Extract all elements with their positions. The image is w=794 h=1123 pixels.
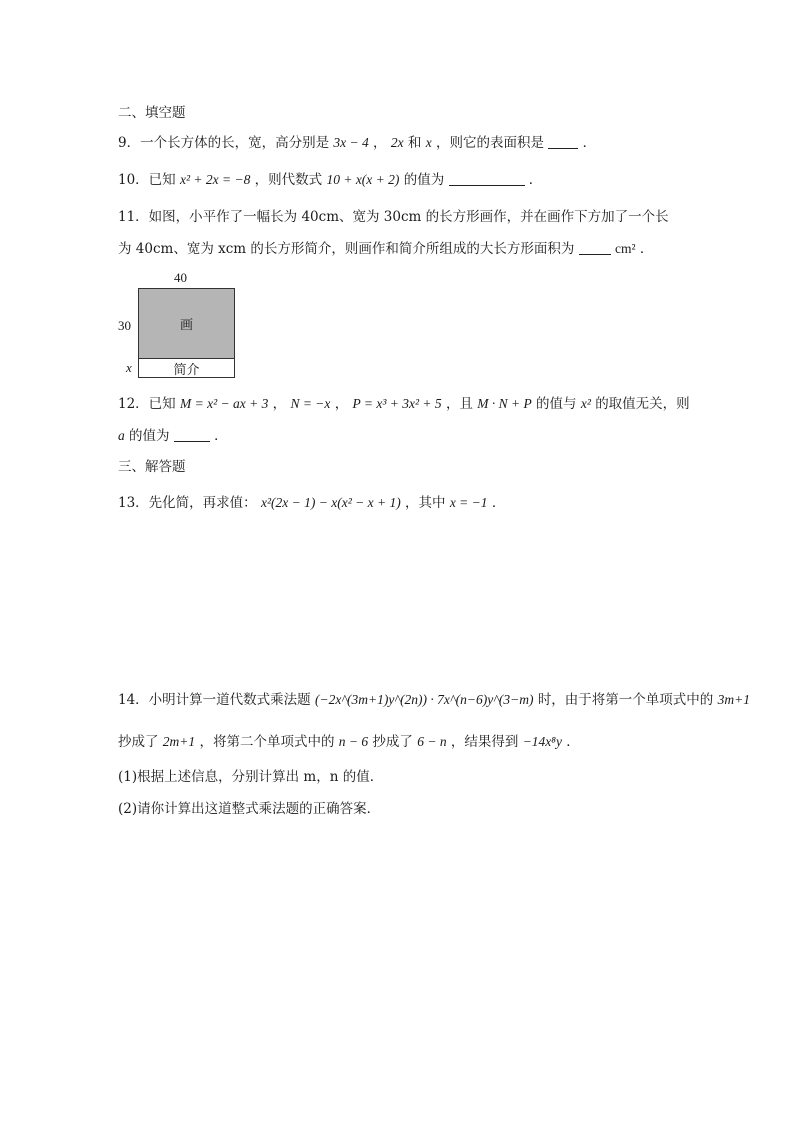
q9-length: 3x − 4 — [333, 135, 369, 150]
question-10: 10．已知 x² + 2x = −8 ，则代数式 10 + x(x + 2) 的值为 ． — [118, 172, 543, 188]
diagram-x-label: x — [126, 360, 132, 375]
painting-rectangle: 画 — [138, 288, 235, 359]
question-14-part2: (2)请你计算出这道整式乘法题的正确答案． — [118, 801, 381, 817]
q14-term-n6: n − 6 — [338, 734, 369, 749]
intro-rectangle: 简介 — [138, 359, 235, 378]
q11-unit: cm² — [614, 241, 636, 256]
answer-blank-q12[interactable] — [174, 427, 210, 442]
answer-blank-q11[interactable] — [579, 240, 611, 255]
q13-condition: x = −1 — [449, 495, 488, 510]
question-14-line2: 抄成了 2m+1 ，将第二个单项式中的 n − 6 抄成了 6 − n ，结果得到 −14x⁸y ． — [118, 734, 580, 750]
q12-expression: M · N + P — [477, 396, 532, 411]
diagram-width-label: 40 — [174, 270, 187, 285]
q14-expression: (−2x^(3m+1)y^(2n)) · 7x^(n−6)y^(3−m) — [314, 692, 534, 707]
q9-width: 2x — [390, 135, 404, 150]
q14-result: −14x⁸y — [522, 734, 562, 749]
q12-a: a — [118, 428, 125, 443]
q14-term-2m1: 2m+1 — [162, 734, 196, 749]
question-14-part1: (1)根据上述信息，分别计算出 m，n 的值． — [118, 769, 384, 785]
question-11-line2: 为 40cm、宽为 xcm 的长方形简介，则画作和简介所组成的大长方形面积为 cm² ． — [118, 241, 654, 257]
q14-term-6n: 6 − n — [417, 734, 447, 749]
q12-P: P = x³ + 3x² + 5 — [352, 396, 442, 411]
diagram-height-label: 30 — [118, 318, 131, 333]
q12-x-squared: x² — [580, 396, 591, 411]
q10-equation: x² + 2x = −8 — [179, 172, 251, 187]
q9-height: x — [425, 135, 432, 150]
section-solve-title: 三、解答题 — [118, 459, 186, 475]
q14-term-3m1: 3m+1 — [717, 692, 750, 707]
q13-expression: x²(2x − 1) − x(x² − x + 1) — [260, 495, 401, 510]
question-13: 13．先化简，再求值： x²(2x − 1) − x(x² − x + 1) ，其中 x = −1 ． — [118, 495, 506, 511]
question-9: 9．一个长方体的长，宽，高分别是 3x − 4 ， 2x 和 x ，则它的表面积是 ． — [118, 135, 597, 151]
question-14-line1: 14．小明计算一道代数式乘法题 (−2x^(3m+1)y^(2n)) · 7x^(n−6)y^(3−m) 时，由于将第一个单项式中的 3m+1 — [118, 692, 750, 708]
section-fill-in-title: 二、填空题 — [118, 105, 186, 121]
painting-diagram — [118, 270, 248, 382]
question-11-line1: 11．如图，小平作了一幅长为 40cm、宽为 30cm 的长方形画作，并在画作下方加了一个长 — [118, 209, 669, 225]
q12-N: N = −x — [290, 396, 331, 411]
question-12-line2: a 的值为 ． — [118, 428, 228, 444]
question-12-line1: 12．已知 M = x² − ax + 3 ， N = −x ， P = x³ + 3x² + 5 ，且 M · N + P 的值与 x² 的取值无关，则 — [118, 396, 690, 412]
answer-blank-q10[interactable] — [449, 171, 525, 186]
q10-expression: 10 + x(x + 2) — [326, 172, 400, 187]
answer-blank-q9[interactable] — [548, 134, 578, 149]
q12-M: M = x² − ax + 3 — [179, 396, 269, 411]
